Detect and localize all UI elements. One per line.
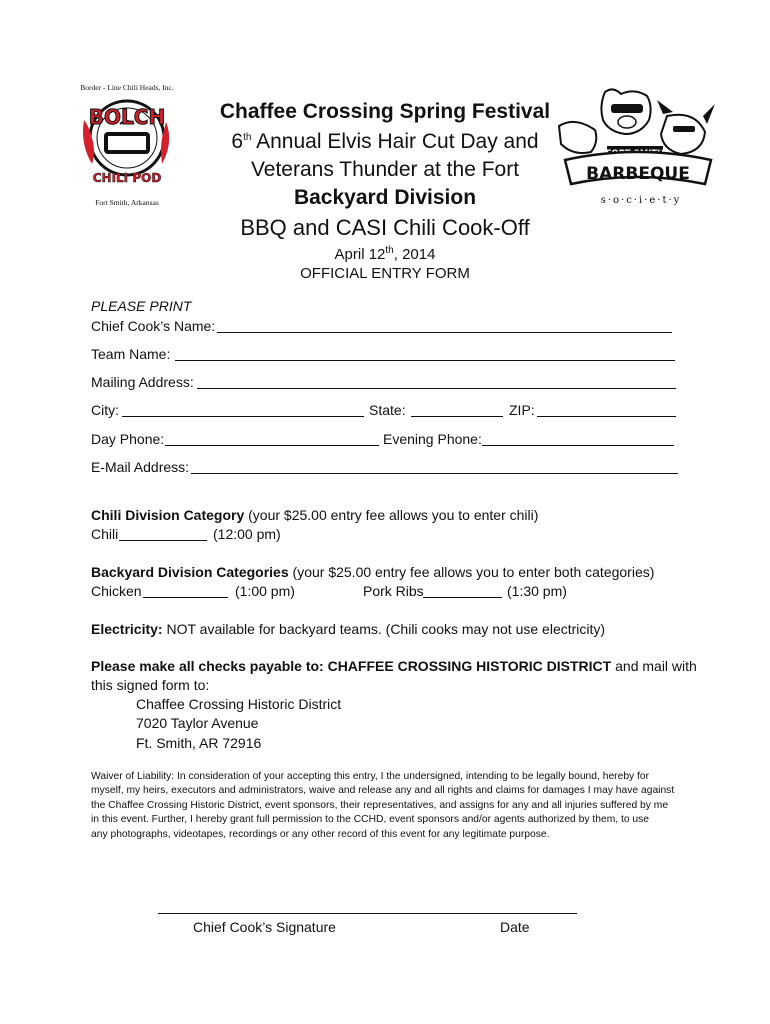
svg-text:s·o·c·i·e·t·y: s·o·c·i·e·t·y bbox=[600, 195, 682, 206]
backyard-division-heading: Backyard Division Categories (your $25.00 entry fee allows you to enter both categories) bbox=[91, 564, 655, 580]
form-title: OFFICIAL ENTRY FORM bbox=[300, 265, 470, 282]
chili-category-label: Chili bbox=[91, 526, 119, 542]
event-subtitle-line2: Veterans Thunder at the Fort bbox=[250, 158, 520, 181]
waiver-line: myself, my heirs, executors and administrators, waive and release any and all rights and claims for damages I may have against bbox=[91, 785, 675, 797]
city-field[interactable] bbox=[122, 416, 364, 417]
chili-time: (12:00 pm) bbox=[213, 526, 281, 542]
waiver-line: the Chaffee Crossing Historic District, event sponsors, their representatives, and assigns for any and all injuries suffered by me bbox=[91, 799, 669, 811]
event-date: April 12th, 2014 bbox=[334, 245, 436, 263]
svg-text:BARBEQUE: BARBEQUE bbox=[586, 164, 690, 184]
pork-ribs-entry-field[interactable] bbox=[423, 597, 502, 598]
pork-ribs-category-label: Pork Ribs bbox=[363, 583, 424, 599]
mailing-address-line2: 7020 Taylor Avenue bbox=[136, 715, 259, 731]
city-label: City: bbox=[91, 402, 119, 418]
event-subtitle-line1: 6th Annual Elvis Hair Cut Day and bbox=[231, 130, 539, 153]
chicken-entry-field[interactable] bbox=[143, 597, 228, 598]
waiver-line: in this event. Further, I hereby grant full permission to the CCHD, event sponsors and/or agents authorized by them, to use bbox=[91, 814, 650, 826]
team-name-label: Team Name: bbox=[91, 346, 171, 362]
svg-text:Border - Line Chili Heads, Inc: Border - Line Chili Heads, Inc. bbox=[80, 83, 174, 92]
chili-entry-field[interactable] bbox=[119, 540, 207, 541]
chili-division-heading: Chili Division Category (your $25.00 entry fee allows you to enter chili) bbox=[91, 507, 539, 523]
waiver-of-liability bbox=[91, 770, 691, 842]
day-phone-field[interactable] bbox=[165, 445, 379, 446]
chief-cook-label: Chief Cook’s Name: bbox=[91, 318, 216, 334]
email-label: E-Mail Address: bbox=[91, 459, 190, 475]
mailing-address-line3: Ft. Smith, AR 72916 bbox=[136, 735, 262, 751]
chief-cook-field[interactable] bbox=[217, 332, 672, 333]
checks-payable-note: Please make all checks payable to: CHAFFEE CROSSING HISTORIC DISTRICT and mail with bbox=[91, 658, 697, 674]
pork-ribs-time: (1:30 pm) bbox=[507, 583, 567, 599]
zip-label: ZIP: bbox=[509, 402, 535, 418]
checks-payable-note-cont: this signed form to: bbox=[91, 677, 210, 693]
evening-phone-label: Evening Phone: bbox=[383, 431, 482, 447]
team-name-field[interactable] bbox=[175, 360, 675, 361]
please-print-note: PLEASE PRINT bbox=[91, 298, 192, 314]
electricity-note: Electricity: NOT available for backyard teams. (Chili cooks may not use electricity) bbox=[91, 621, 606, 637]
signature-label: Chief Cook’s Signature bbox=[193, 919, 336, 935]
chicken-category-label: Chicken bbox=[91, 583, 142, 599]
evening-phone-field[interactable] bbox=[482, 445, 674, 446]
cookoff-title: BBQ and CASI Chili Cook-Off bbox=[240, 215, 530, 240]
festival-title: Chaffee Crossing Spring Festival bbox=[219, 100, 551, 123]
date-label: Date bbox=[500, 919, 530, 935]
waiver-line: Waiver of Liability: In consideration of your accepting this entry, I the undersigned, intending to be legally bound, hereby for bbox=[91, 771, 650, 782]
state-field[interactable] bbox=[411, 416, 503, 417]
division-title: Backyard Division bbox=[293, 186, 477, 209]
mailing-address-line1: Chaffee Crossing Historic District bbox=[136, 696, 342, 712]
email-field[interactable] bbox=[191, 473, 678, 474]
svg-text:Fort Smith, Arkansas: Fort Smith, Arkansas bbox=[95, 198, 159, 207]
zip-field[interactable] bbox=[537, 416, 676, 417]
svg-text:BOLCH: BOLCH bbox=[88, 105, 166, 129]
day-phone-label: Day Phone: bbox=[91, 431, 165, 447]
signature-line[interactable] bbox=[158, 913, 577, 914]
state-label: State: bbox=[369, 402, 406, 418]
waiver-line: any photographs, videotapes, recordings or any other record of this event for any legitimate purpose. bbox=[91, 828, 550, 840]
mailing-address-field[interactable] bbox=[197, 388, 676, 389]
chicken-time: (1:00 pm) bbox=[235, 583, 295, 599]
svg-text:CHILI POD: CHILI POD bbox=[92, 171, 162, 185]
mailing-address-label: Mailing Address: bbox=[91, 374, 194, 390]
